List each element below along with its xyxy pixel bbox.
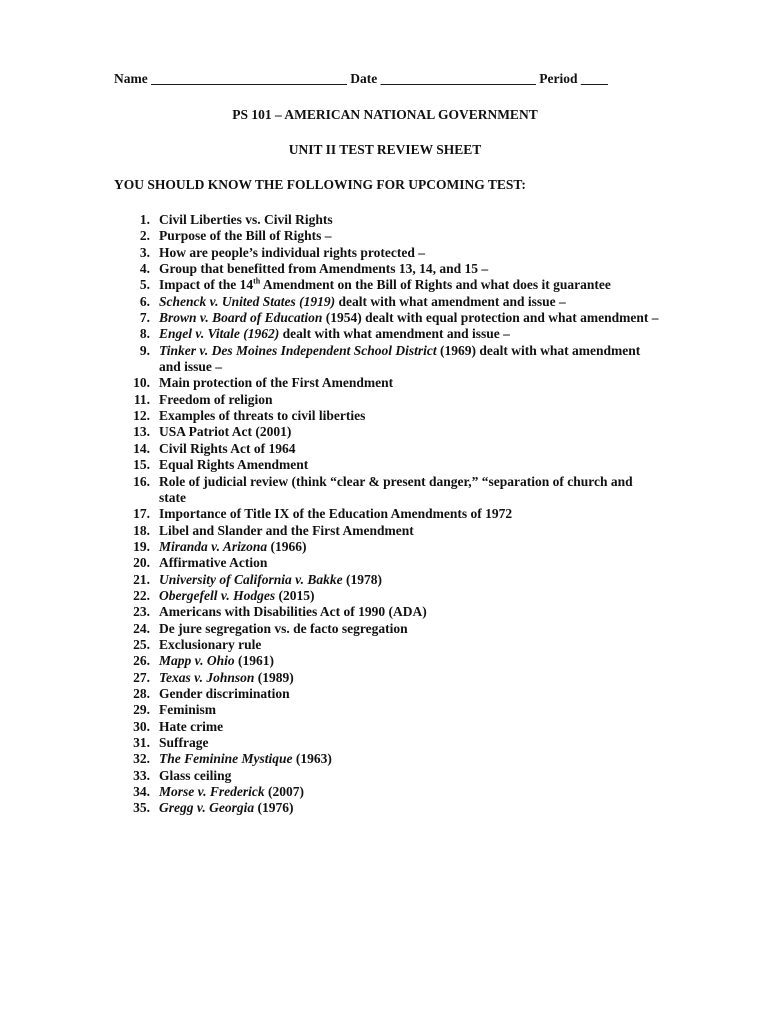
case-title: Gregg v. Georgia — [159, 800, 255, 816]
review-item — [0, 637, 659, 653]
item-number: 23. — [133, 604, 150, 620]
item-number: 10. — [133, 375, 150, 391]
instructions-heading: YOU SHOULD KNOW THE FOLLOWING FOR UPCOMING TEST: — [114, 177, 526, 192]
item-number: 34. — [133, 784, 150, 800]
item-number: 26. — [133, 653, 150, 669]
item-text: (2015) — [275, 587, 315, 603]
item-text: USA Patriot Act (2001) — [159, 424, 292, 440]
review-item — [0, 326, 659, 342]
ordinal-suffix: th — [253, 276, 261, 286]
case-title: Texas v. Johnson — [159, 669, 255, 685]
review-item — [0, 621, 659, 637]
case-title: Tinker v. Des Moines Independent School District — [159, 342, 437, 358]
item-text: Civil Rights Act of 1964 — [159, 440, 296, 456]
item-number: 32. — [133, 751, 150, 767]
item-number: 11. — [133, 391, 150, 407]
item-text: (1963) — [292, 751, 332, 767]
item-text: Civil Liberties vs. Civil Rights — [159, 212, 333, 227]
review-item — [0, 800, 659, 816]
period-blank: ____ — [580, 71, 608, 86]
item-text: Importance of Title IX of the Education Amendments of 1972 — [159, 506, 513, 522]
item-text: Purpose of the Bill of Rights – — [159, 228, 332, 244]
review-item — [0, 506, 659, 522]
item-text: Role of judicial review (think “clear & present danger,” “separation of church and state — [159, 473, 633, 505]
review-item — [0, 228, 659, 244]
item-number: 30. — [133, 718, 150, 734]
case-title: Engel v. Vitale (1962) — [159, 326, 280, 342]
item-number: 22. — [133, 587, 150, 603]
item-number: 33. — [133, 767, 150, 783]
review-item — [0, 702, 659, 718]
item-text: Feminism — [159, 702, 216, 718]
item-text: Freedom of religion — [159, 391, 273, 407]
item-text: De jure segregation vs. de facto segregation — [159, 620, 408, 636]
item-number: 29. — [133, 702, 150, 718]
date-blank: _______________________ — [380, 71, 536, 86]
item-number: 5. — [139, 277, 150, 293]
course-title: PS 101 – AMERICAN NATIONAL GOVERNMENT — [232, 107, 538, 122]
case-title: Obergefell v. Hodges — [159, 587, 276, 603]
item-text: Amendment on the Bill of Rights and what does it guarantee — [260, 277, 611, 293]
item-number: 4. — [139, 261, 150, 277]
item-number: 13. — [133, 424, 150, 440]
item-number: 31. — [133, 735, 150, 750]
item-text: (1961) — [234, 653, 275, 669]
item-number: 9. — [139, 342, 150, 358]
item-text: (1978) — [342, 571, 382, 587]
item-number: 27. — [133, 669, 150, 685]
item-number: 21. — [133, 571, 150, 587]
review-item — [0, 375, 659, 391]
item-number: 8. — [139, 326, 150, 342]
item-text: (1976) — [254, 800, 294, 816]
item-text: Libel and Slander and the First Amendment — [159, 522, 414, 538]
review-item — [0, 474, 659, 507]
item-text: Suffrage — [159, 735, 209, 750]
item-number: 25. — [133, 636, 150, 652]
case-title: Morse v. Frederick — [159, 784, 265, 800]
review-item — [0, 261, 659, 277]
item-text: Glass ceiling — [159, 767, 232, 783]
student-info-header — [114, 71, 608, 87]
name-label: Name — [114, 71, 148, 86]
item-text: Main protection of the First Amendment — [159, 375, 394, 391]
review-item — [0, 653, 659, 669]
item-text: (1989) — [254, 669, 294, 685]
review-item — [0, 408, 659, 424]
item-text: Affirmative Action — [159, 555, 268, 571]
case-title: University of California v. Bakke — [159, 571, 343, 587]
item-number: 14. — [133, 440, 150, 456]
case-title: Mapp v. Ohio — [159, 653, 235, 669]
item-number: 20. — [133, 555, 150, 571]
name-blank: _____________________________ — [151, 71, 347, 86]
item-text: Gender discrimination — [159, 685, 290, 701]
item-number: 28. — [133, 685, 150, 701]
review-item — [0, 572, 659, 588]
review-item — [0, 604, 659, 620]
item-number: 2. — [139, 228, 150, 244]
review-item — [0, 670, 659, 686]
review-item — [0, 294, 659, 310]
item-text: Equal Rights Amendment — [159, 457, 309, 473]
period-label: Period — [539, 71, 578, 86]
item-text: dealt with what amendment and issue – — [335, 293, 566, 309]
item-text: Exclusionary rule — [159, 636, 262, 652]
case-title: The Feminine Mystique — [159, 751, 293, 767]
review-item — [0, 784, 659, 800]
item-text: (1954) dealt with equal protection and what amendment – — [322, 310, 659, 326]
case-title: Miranda v. Arizona — [159, 538, 268, 554]
date-label: Date — [350, 71, 378, 86]
item-text: Group that benefitted from Amendments 13, 14, and 15 – — [159, 261, 489, 277]
item-text: (1966) — [267, 538, 307, 554]
review-item — [0, 751, 659, 767]
item-number: 15. — [133, 457, 150, 473]
review-items-list — [0, 212, 770, 817]
review-item — [0, 735, 659, 751]
case-title: Brown v. Board of Education — [159, 310, 323, 326]
review-item — [0, 768, 659, 784]
unit-title: UNIT II TEST REVIEW SHEET — [288, 142, 482, 157]
item-number: 6. — [139, 293, 150, 309]
review-item — [0, 719, 659, 735]
item-text: How are people’s individual rights protected – — [159, 244, 426, 260]
item-text: Examples of threats to civil liberties — [159, 408, 366, 424]
item-number: 17. — [133, 506, 150, 522]
review-item — [0, 523, 659, 539]
item-number: 16. — [133, 473, 150, 489]
review-item — [0, 424, 659, 440]
review-item — [0, 245, 659, 261]
item-number: 24. — [133, 620, 150, 636]
review-item — [0, 555, 659, 571]
item-text: (2007) — [264, 784, 304, 800]
item-number: 1. — [139, 212, 150, 227]
review-item — [0, 277, 659, 293]
item-text: dealt with what amendment and issue – — [279, 326, 510, 342]
review-item — [0, 686, 659, 702]
item-number: 35. — [133, 800, 150, 816]
review-item — [0, 457, 659, 473]
review-item — [0, 539, 659, 555]
item-number: 18. — [133, 522, 150, 538]
review-item — [0, 441, 659, 457]
item-number: 7. — [139, 310, 150, 326]
item-number: 3. — [139, 244, 150, 260]
item-text: (1969) dealt with what amendment and issue – — [159, 342, 641, 375]
item-number: 12. — [133, 408, 150, 424]
review-item — [0, 343, 659, 376]
review-item — [0, 392, 659, 408]
review-item — [0, 588, 659, 604]
review-item — [0, 310, 659, 326]
item-text: Impact of the 14 — [159, 277, 254, 293]
item-text: Hate crime — [159, 718, 224, 734]
review-item — [0, 212, 659, 228]
item-number: 19. — [133, 538, 150, 554]
item-text: Americans with Disabilities Act of 1990 (ADA) — [159, 604, 427, 620]
case-title: Schenck v. United States (1919) — [159, 293, 336, 309]
